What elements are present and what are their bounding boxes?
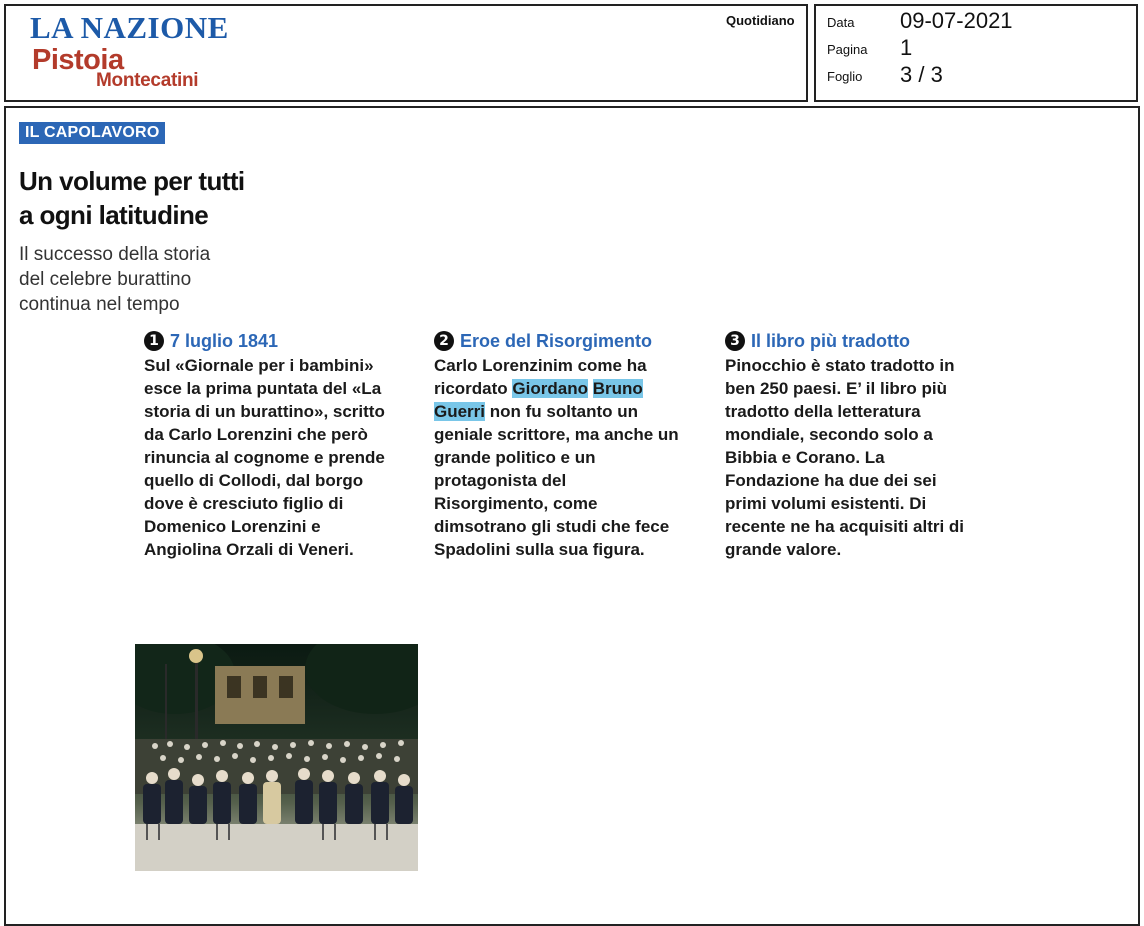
body-line: quello di Collodi, dal borgo — [144, 471, 364, 490]
divider — [806, 4, 808, 102]
column-body — [725, 354, 964, 561]
column-title-text: 7 luglio 1841 — [170, 330, 279, 351]
number-badge-icon: 2 — [434, 331, 454, 351]
body-line: primi volumi esistenti. Di — [725, 494, 927, 513]
kicker-label: IL CAPOLAVORO — [19, 122, 165, 144]
column-body — [434, 354, 679, 561]
body-line: Spadolini sulla sua figura. — [434, 540, 645, 559]
column-title — [144, 330, 385, 352]
body-line: mondiale, secondo solo a — [725, 425, 933, 444]
body-line: storia di un burattino», scritto — [144, 402, 385, 421]
body-line: esce la prima puntata del «La — [144, 379, 382, 398]
body-line: grande valore. — [725, 540, 842, 559]
column-2 — [434, 330, 679, 561]
subhead-line: del celebre burattino — [19, 269, 192, 290]
highlighted-name: Bruno — [592, 379, 643, 398]
date-label: Data — [827, 15, 855, 30]
body-line: Sul «Giornale per i bambini» — [144, 356, 374, 375]
body-line: Domenico Lorenzini e — [144, 517, 321, 536]
page-label: Pagina — [827, 42, 868, 57]
page-value: 1 — [900, 35, 913, 60]
body-line: Bibbia e Corano. La — [725, 448, 885, 467]
body-line: Carlo Lorenzinim come ha — [434, 356, 647, 375]
headline — [19, 164, 245, 232]
column-title-text: Il libro più tradotto — [751, 330, 910, 351]
number-badge-icon: 3 — [725, 331, 745, 351]
body-line: rinuncia al cognome e prende — [144, 448, 385, 467]
body-line: ben 250 paesi. E’ il libro più — [725, 379, 948, 398]
highlighted-name: Guerri — [434, 402, 486, 421]
column-1 — [144, 330, 385, 561]
body-line: dimsotrano gli studi che fece — [434, 517, 670, 536]
body-line: Fondazione ha due dei sei — [725, 471, 937, 490]
column-body — [144, 354, 385, 561]
column-title — [725, 330, 964, 352]
sheet-label: Foglio — [827, 69, 863, 84]
body-line: Angiolina Orzali di Veneri. — [144, 540, 354, 559]
date-value: 09-07-2021 — [900, 8, 1013, 33]
body-line — [434, 400, 679, 423]
body-line: dove è cresciuto figlio di — [144, 494, 344, 513]
headline-line: a ogni latitudine — [19, 200, 209, 230]
body-line: protagonista del — [434, 471, 567, 490]
body-text: ricordato — [434, 379, 513, 398]
highlighted-name: Giordano — [512, 379, 588, 398]
audience-photo-illustration — [135, 644, 418, 871]
number-badge-icon: 1 — [144, 331, 164, 351]
column-3 — [725, 330, 964, 561]
body-line: da Carlo Lorenzini che però — [144, 425, 368, 444]
body-line: geniale scrittore, ma anche un — [434, 425, 679, 444]
body-line: tradotto della letteratura — [725, 402, 921, 421]
sheet-value: 3 / 3 — [900, 62, 943, 87]
newspaper-name: LA NAZIONE — [30, 10, 229, 45]
body-line: recente ne ha acquisiti altri di — [725, 517, 965, 536]
body-line: Risorgimento, come — [434, 494, 598, 513]
event-photo — [135, 644, 418, 871]
body-line: grande politico e un — [434, 448, 596, 467]
body-line: Pinocchio è stato tradotto in — [725, 356, 955, 375]
sub-edition-name: Montecatini — [96, 70, 199, 91]
subhead-line: Il successo della storia — [19, 244, 211, 265]
publication-type: Quotidiano — [726, 13, 795, 28]
subhead-line: continua nel tempo — [19, 294, 180, 315]
subheadline — [19, 242, 210, 317]
edition-name: Pistoia — [32, 44, 124, 76]
column-title — [434, 330, 679, 352]
column-title-text: Eroe del Risorgimento — [460, 330, 653, 351]
body-text: non fu soltanto un — [485, 402, 638, 421]
headline-line: Un volume per tutti — [19, 166, 245, 196]
body-line — [434, 377, 679, 400]
